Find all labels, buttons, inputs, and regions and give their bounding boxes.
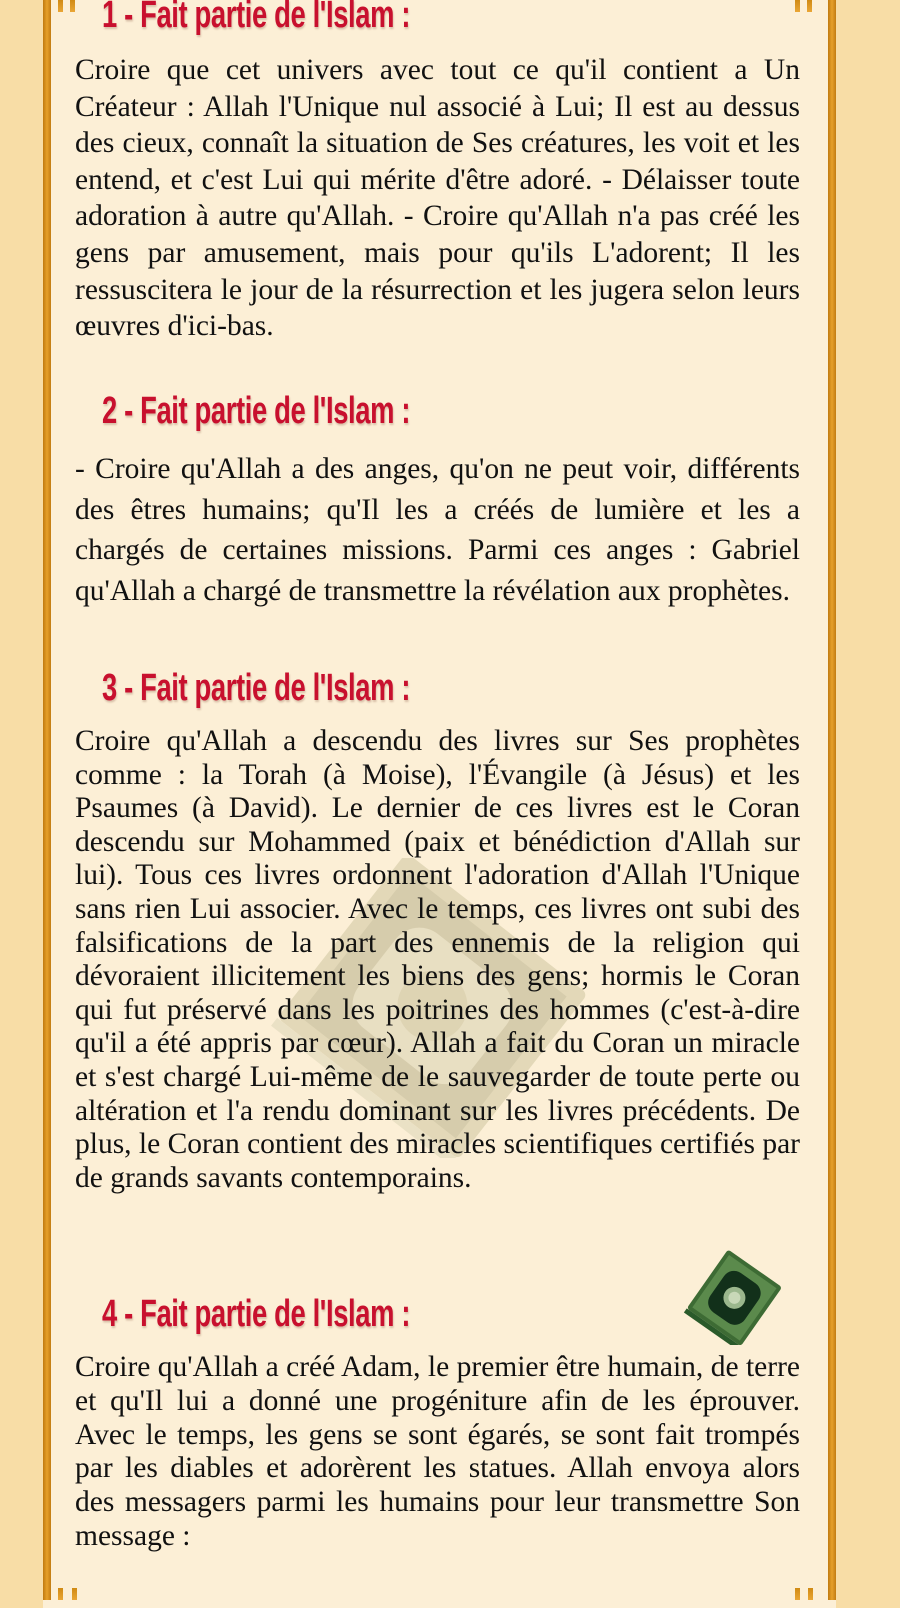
- section-text: - Croire qu'Allah a des anges, qu'on ne peut voir, différents des êtres humains; qu'Il les a créés de lumière et les a chargés de certaines missions. Parmi ces anges : Gabriel qu'Allah a chargé de transmettre la révélation aux prophètes.: [75, 453, 800, 607]
- section-title: 3 - Fait partie de l'Islam :: [102, 667, 411, 709]
- right-border: [828, 0, 836, 1600]
- corner-ornament: [58, 1588, 63, 1600]
- corner-ornament: [795, 0, 800, 12]
- section-text: Croire qu'Allah a créé Adam, le premier être humain, de terre et qu'Il lui a donné une progéniture afin de les éprouver. Avec le temps, les gens se sont égarés, se sont fait trompés par les diables et adorèrent les statues. Allah envoya alors des messagers parmi les humains pour leur transmettre Son message :: [75, 1351, 800, 1552]
- corner-ornament: [807, 0, 812, 12]
- section-text: Croire que cet univers avec tout ce qu'il contient a Un Créateur : Allah l'Unique nul associé à Lui; Il est au dessus des cieux, connaît la situation de Ses créatures, les voit et les entend, et c'est Lui qui mérite d'être adoré. - Délaisser toute adoration à autre qu'Allah. - Croire qu'Allah n'a pas créé les gens par amusement, mais pour qu'ils L'adorent; Il les ressuscitera le jour de la résurrection et les jugera selon leurs œuvres d'ici-bas.: [75, 54, 800, 343]
- corner-ornament: [58, 0, 63, 12]
- corner-ornament: [70, 0, 75, 12]
- left-border: [43, 0, 51, 1600]
- section-title: 4 - Fait partie de l'Islam :: [102, 1293, 411, 1335]
- corner-ornament: [72, 1588, 77, 1600]
- quran-book-icon: [680, 1250, 790, 1345]
- corner-ornament: [795, 1588, 800, 1600]
- corner-ornament: [808, 1588, 813, 1600]
- section-title: 1 - Fait partie de l'Islam :: [102, 0, 411, 36]
- section-title: 2 - Fait partie de l'Islam :: [102, 390, 411, 432]
- section-text: Croire qu'Allah a descendu des livres sur Ses prophètes comme : la Torah (à Moise), l'Évangile (à Jésus) et les Psaumes (à David). Le dernier de ces livres est le Coran descendu sur Mohammed (paix et bénédiction d'Allah sur lui). Tous ces livres ordonnent l'adoration d'Allah l'Unique sans rien Lui associer. Avec le temps, ces livres ont subi des falsifications de la part des ennemis de la religion qui dévoraient illicitement les biens des gens; hormis le Coran qui fut préservé dans les poitrines des hommes (c'est-à-dire qu'il a été appris par cœur). Allah a fait du Coran un miracle et s'est chargé Lui-même de le sauvegarder de toute perte ou altération et l'a rendu dominant sur les livres précédents. De plus, le Coran contient des miracles scientifiques certifiés par de grands savants contemporains.: [75, 725, 800, 1194]
